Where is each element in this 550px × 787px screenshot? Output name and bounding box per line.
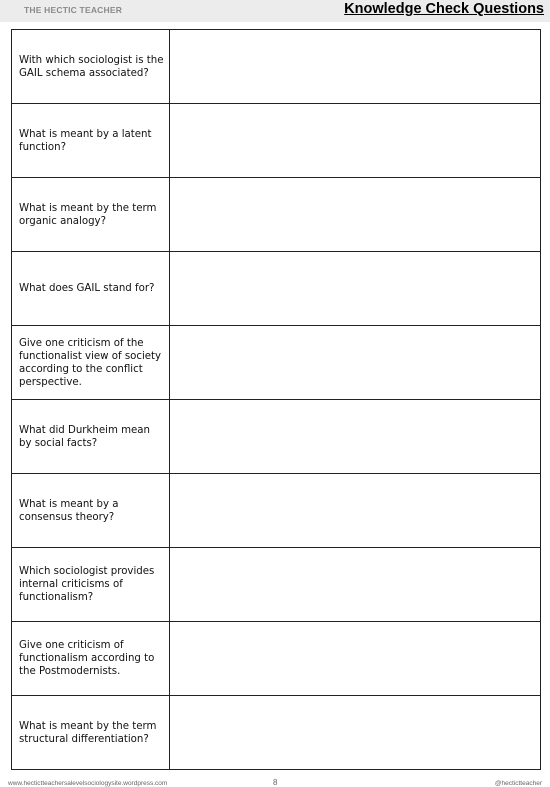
answer-cell[interactable] (170, 252, 541, 326)
brand-name: THE HECTIC TEACHER (24, 5, 123, 15)
page-title: Knowledge Check Questions (344, 1, 544, 17)
table-row (12, 252, 541, 326)
answer-cell[interactable] (170, 548, 541, 622)
answer-cell[interactable] (170, 30, 541, 104)
answer-cell[interactable] (170, 622, 541, 696)
footer-url[interactable]: www.hectictteachersalevelsociologysite.wordpress.com (8, 780, 168, 787)
question-cell: What does GAIL stand for? (12, 252, 170, 326)
question-cell: What is meant by a consensus theory? (12, 474, 170, 548)
table-row (12, 178, 541, 252)
table-row (12, 548, 541, 622)
answer-cell[interactable] (170, 178, 541, 252)
answer-cell[interactable] (170, 474, 541, 548)
question-table (11, 29, 541, 770)
question-cell: What is meant by the term organic analogy? (12, 178, 170, 252)
question-cell: What is meant by the term structural differentiation? (12, 696, 170, 770)
question-cell: Which sociologist provides internal criticisms of functionalism? (12, 548, 170, 622)
table-row (12, 30, 541, 104)
table-row (12, 622, 541, 696)
footer-handle: @hectictteacher (494, 780, 542, 787)
table-row (12, 400, 541, 474)
page-number: 8 (273, 778, 278, 787)
table-row (12, 104, 541, 178)
table-row (12, 696, 541, 770)
table-row (12, 474, 541, 548)
question-cell: Give one criticism of the functionalist view of society according to the conflict perspective. (12, 326, 170, 400)
answer-cell[interactable] (170, 400, 541, 474)
question-cell: What did Durkheim mean by social facts? (12, 400, 170, 474)
answer-cell[interactable] (170, 696, 541, 770)
table-row (12, 326, 541, 400)
answer-cell[interactable] (170, 104, 541, 178)
page-footer (0, 777, 550, 787)
question-cell: With which sociologist is the GAIL schema associated? (12, 30, 170, 104)
answer-cell[interactable] (170, 326, 541, 400)
question-cell: Give one criticism of functionalism according to the Postmodernists. (12, 622, 170, 696)
question-cell: What is meant by a latent function? (12, 104, 170, 178)
